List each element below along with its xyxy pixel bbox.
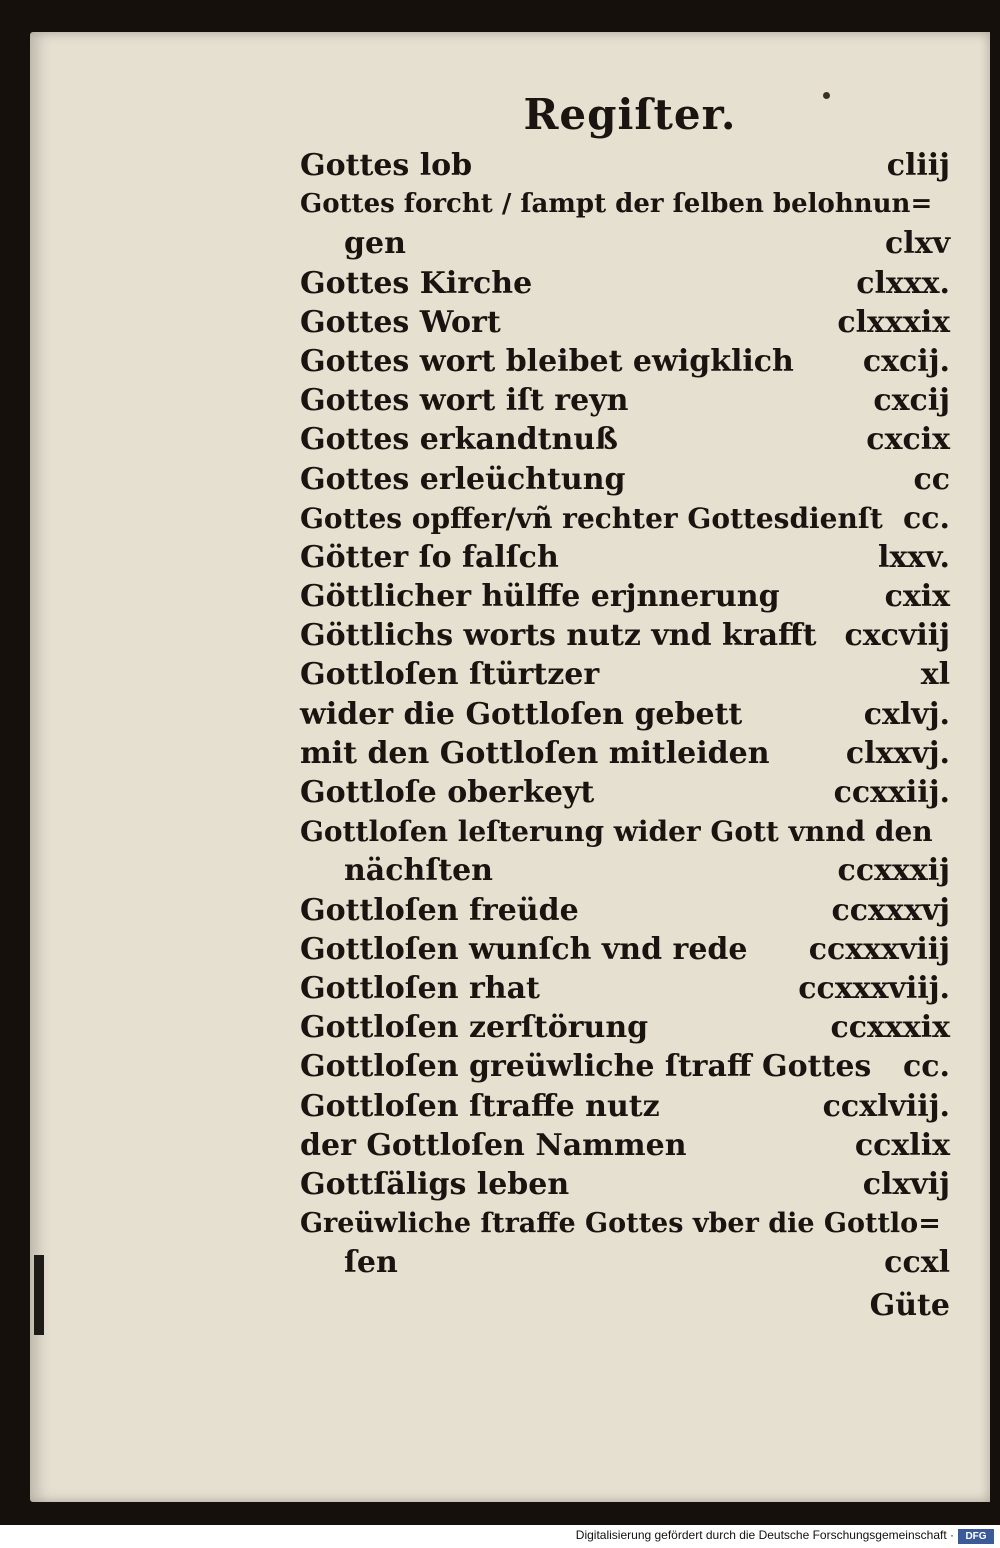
entry-text: nächſten xyxy=(344,853,493,889)
register-entry xyxy=(300,185,950,224)
entry-page-number: ccxl xyxy=(884,1245,950,1281)
register-entry xyxy=(300,1165,950,1204)
entry-text: Gottloſen greüwliche ſtraff Gottes xyxy=(300,1049,872,1085)
entry-text: Gottloſen freüde xyxy=(300,892,579,928)
register-entry xyxy=(300,264,950,303)
register-entry xyxy=(300,851,950,890)
entry-page-number: ccxxxij xyxy=(837,853,950,889)
entry-text: gen xyxy=(344,226,406,262)
entry-page-number: ccxxiij. xyxy=(833,775,950,810)
entry-text: der Gottloſen Nammen xyxy=(300,1127,687,1163)
entry-text: Gottſäligs leben xyxy=(300,1166,570,1202)
register-entry xyxy=(300,1047,950,1086)
entry-page-number: ccxlix xyxy=(854,1127,950,1163)
register-entry xyxy=(300,381,950,420)
entry-text: Gottloſe oberkeyt xyxy=(300,775,595,810)
entry-text: Gottes erleüchtung xyxy=(300,461,626,497)
entry-page-number: ccxlviij. xyxy=(822,1088,950,1124)
entry-text: Gottloſen leſterung wider Gott vnnd den xyxy=(300,815,933,849)
register-entry xyxy=(300,420,950,459)
entry-page-number: clxxx. xyxy=(856,265,950,301)
entry-page-number: cxcix xyxy=(866,422,950,458)
register-entry xyxy=(300,891,950,930)
register-entry xyxy=(300,695,950,734)
entry-page-number: clxv xyxy=(885,226,950,262)
entry-page-number: ccxxxvj xyxy=(831,892,950,928)
entry-text: Gottloſen zerſtörung xyxy=(300,1010,649,1046)
entry-page-number: ccxxxviij xyxy=(808,931,950,967)
register-entry xyxy=(300,303,950,342)
register-entry xyxy=(300,1204,950,1243)
entry-page-number: clxvij xyxy=(862,1166,950,1202)
entry-text: wider die Gottloſen gebett xyxy=(300,696,743,732)
entry-text: Gottes erkandtnuß xyxy=(300,422,618,458)
entry-page-number: cxcviij xyxy=(844,618,950,654)
register-entry xyxy=(300,812,950,851)
entry-page-number: cxcij. xyxy=(862,343,950,379)
entry-page-number: clxxxix xyxy=(837,304,950,340)
register-entry xyxy=(300,969,950,1008)
register-entry xyxy=(300,342,950,381)
entry-page-number: xl xyxy=(920,657,950,693)
entry-text: mit den Gottloſen mitleiden xyxy=(300,735,770,771)
entry-text: Gottes opffer/vñ rechter Gottesdienſt xyxy=(300,501,883,535)
dfg-logo: DFG xyxy=(958,1529,994,1544)
register-entry xyxy=(300,655,950,694)
entry-page-number: cc xyxy=(913,461,950,497)
register-entry xyxy=(300,1126,950,1165)
entry-text: Göttlichs worts nutz vnd krafft xyxy=(300,618,817,654)
entry-page-number: cxix xyxy=(884,579,950,615)
register-entry xyxy=(300,224,950,263)
page-title: Regiſter. xyxy=(523,90,737,139)
entry-text: Gottes wort bleibet ewigklich xyxy=(300,343,794,379)
entry-text: Greüwliche ſtraffe Gottes vber die Gottlo= xyxy=(300,1208,941,1240)
entry-page-number: cc. xyxy=(903,500,950,536)
register-entry xyxy=(300,577,950,616)
register-entry xyxy=(300,499,950,538)
entry-page-number: clxxvj. xyxy=(845,735,950,771)
register-entry xyxy=(300,1087,950,1126)
footer-bar xyxy=(0,1525,1000,1548)
entry-page-number: ccxxxix xyxy=(830,1010,950,1046)
entry-text: Götter ſo falſch xyxy=(300,539,559,575)
entry-text: Gottes Kirche xyxy=(300,265,533,301)
entry-text: Gottes lob xyxy=(300,148,473,183)
entry-page-number: cc. xyxy=(903,1049,950,1085)
register-entry xyxy=(300,734,950,773)
register-entry xyxy=(300,1243,950,1282)
register-entry xyxy=(300,538,950,577)
entry-text: Gottes wort iſt reyn xyxy=(300,383,629,419)
register-list xyxy=(300,146,950,1282)
entry-text: Gottloſen wunſch vnd rede xyxy=(300,931,748,967)
entry-page-number: ccxxxviij. xyxy=(798,970,950,1006)
entry-page-number: cxlvj. xyxy=(863,696,950,732)
register-entry xyxy=(300,1008,950,1047)
register-entry xyxy=(300,616,950,655)
entry-text: ſen xyxy=(344,1245,398,1281)
entry-page-number: cxcij xyxy=(873,383,950,419)
entry-text: Gottes forcht / ſampt der ſelben belohnun= xyxy=(300,189,933,220)
register-entry xyxy=(300,146,950,185)
funding-notice: Digitalisierung gefördert durch die Deutsche Forschungsgemeinschaft · xyxy=(575,1528,954,1542)
entry-page-number: lxxv. xyxy=(877,539,950,575)
binding-shadow xyxy=(34,1255,44,1335)
entry-text: Gottloſen ſtürtzer xyxy=(300,657,600,693)
register-entry xyxy=(300,930,950,969)
entry-text: Göttlicher hülffe erjnnerung xyxy=(300,579,780,615)
entry-text: Gottloſen rhat xyxy=(300,970,540,1006)
register-entry xyxy=(300,460,950,499)
entry-text: Gottes Wort xyxy=(300,304,501,340)
catchword: Güte xyxy=(869,1288,950,1323)
entry-page-number: cliij xyxy=(886,148,950,183)
entry-text: Gottloſen ſtraffe nutz xyxy=(300,1088,660,1124)
register-entry xyxy=(300,773,950,812)
